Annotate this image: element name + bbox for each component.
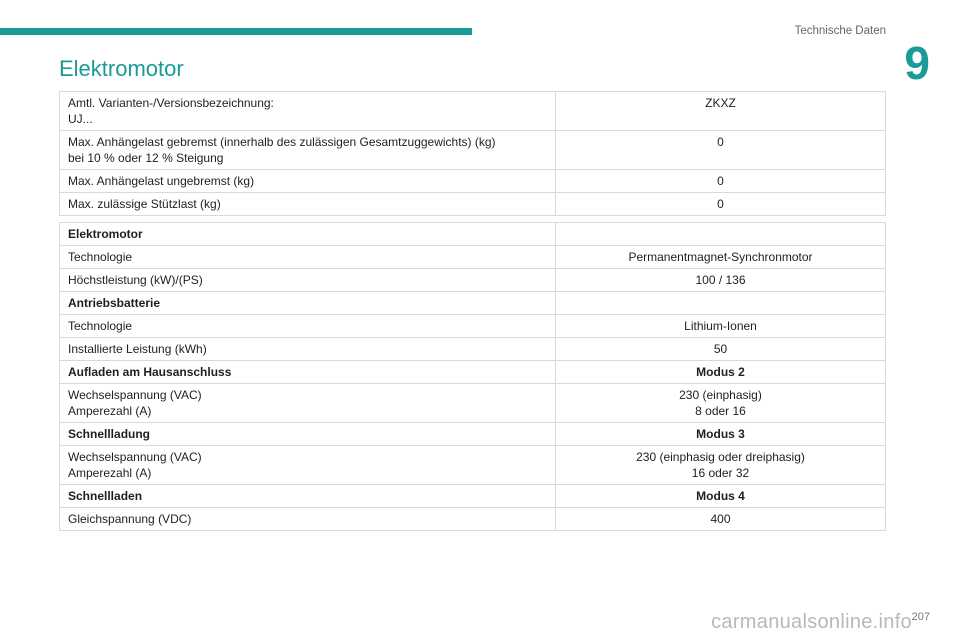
row-label	[60, 485, 556, 508]
table-row	[60, 131, 886, 170]
table-row	[60, 193, 886, 216]
table-section-row	[60, 485, 886, 508]
table-row	[60, 269, 886, 292]
row-label	[60, 131, 556, 170]
row-label	[60, 315, 556, 338]
row-label-line: Schnellladung	[68, 427, 151, 441]
row-label-line: Höchstleistung (kW)/(PS)	[68, 273, 203, 287]
row-label-line: Elektromotor	[68, 227, 143, 241]
row-value	[556, 292, 886, 315]
row-value	[556, 170, 886, 193]
row-label-line: Gleichspannung (VDC)	[68, 512, 192, 526]
row-label	[60, 338, 556, 361]
row-value	[556, 269, 886, 292]
row-label	[60, 223, 556, 246]
row-label-line: Amtl. Varianten-/Versionsbezeichnung:	[68, 96, 274, 110]
row-label	[60, 384, 556, 423]
row-value	[556, 446, 886, 485]
table-section-row	[60, 361, 886, 384]
table-section-row	[60, 292, 886, 315]
row-value	[556, 508, 886, 531]
row-label-line: Max. zulässige Stützlast (kg)	[68, 197, 221, 211]
table-row	[60, 246, 886, 269]
row-value-line: 8 oder 16	[695, 404, 746, 418]
row-value-line: Lithium-Ionen	[684, 319, 757, 333]
chapter-number: 9	[904, 37, 930, 89]
row-label-line: Wechselspannung (VAC)	[68, 450, 202, 464]
row-label	[60, 446, 556, 485]
row-value	[556, 193, 886, 216]
row-label	[60, 246, 556, 269]
row-label-line: Technologie	[68, 319, 133, 333]
row-label	[60, 193, 556, 216]
page-title: Elektromotor	[59, 56, 184, 81]
row-label	[60, 361, 556, 384]
row-label-line: Amperezahl (A)	[68, 404, 152, 418]
row-value-line: 0	[717, 197, 724, 211]
row-value-line: Modus 4	[696, 489, 745, 503]
table-row	[60, 384, 886, 423]
row-value	[556, 92, 886, 131]
row-value	[556, 423, 886, 446]
row-value-line: ZKXZ	[705, 96, 736, 110]
electric-motor-table	[59, 222, 886, 531]
row-value	[556, 485, 886, 508]
row-value-line: Modus 3	[696, 427, 745, 441]
row-value	[556, 361, 886, 384]
row-label-line: Amperezahl (A)	[68, 466, 152, 480]
page-number: 207	[911, 611, 930, 623]
watermark: carmanualsonline.info	[711, 611, 912, 633]
table-row	[60, 508, 886, 531]
row-value	[556, 384, 886, 423]
row-label	[60, 423, 556, 446]
row-label-line: Wechselspannung (VAC)	[68, 388, 202, 402]
row-value-line: 0	[717, 135, 724, 149]
row-label-line: Installierte Leistung (kWh)	[68, 342, 207, 356]
row-label	[60, 269, 556, 292]
table-row	[60, 315, 886, 338]
row-label-line: Schnellladen	[68, 489, 143, 503]
row-label-line: Max. Anhängelast gebremst (innerhalb des zulässigen Gesamtzuggewichts) (kg)	[68, 135, 496, 149]
row-label-line: bei 10 % oder 12 % Steigung	[68, 151, 224, 165]
table-row	[60, 170, 886, 193]
vehicle-data-table	[59, 91, 886, 216]
row-label-line: UJ...	[68, 112, 93, 126]
row-value-line: 100 / 136	[695, 273, 746, 287]
row-label-line: Aufladen am Hausanschluss	[68, 365, 232, 379]
row-label	[60, 508, 556, 531]
row-label	[60, 170, 556, 193]
row-label-line: Max. Anhängelast ungebremst (kg)	[68, 174, 255, 188]
header-accent-bar	[0, 28, 472, 35]
row-value	[556, 315, 886, 338]
row-value-line: 230 (einphasig)	[679, 388, 762, 402]
table-row	[60, 446, 886, 485]
row-value-line: 0	[717, 174, 724, 188]
row-value-line: 16 oder 32	[691, 466, 750, 480]
row-value-line: Permanentmagnet-Synchronmotor	[628, 250, 813, 264]
row-value-line: 400	[710, 512, 731, 526]
table-section-row	[60, 223, 886, 246]
row-label-line: Antriebsbatterie	[68, 296, 161, 310]
row-value	[556, 246, 886, 269]
table-row	[60, 338, 886, 361]
row-label	[60, 92, 556, 131]
row-value-line: 50	[713, 342, 728, 356]
section-header: Technische Daten	[794, 25, 886, 37]
row-value	[556, 338, 886, 361]
table-section-row	[60, 423, 886, 446]
row-value-line: 230 (einphasig oder dreiphasig)	[636, 450, 805, 464]
row-label	[60, 292, 556, 315]
row-value	[556, 131, 886, 170]
table-row	[60, 92, 886, 131]
row-value	[556, 223, 886, 246]
row-label-line: Technologie	[68, 250, 133, 264]
row-value-line: Modus 2	[696, 365, 745, 379]
